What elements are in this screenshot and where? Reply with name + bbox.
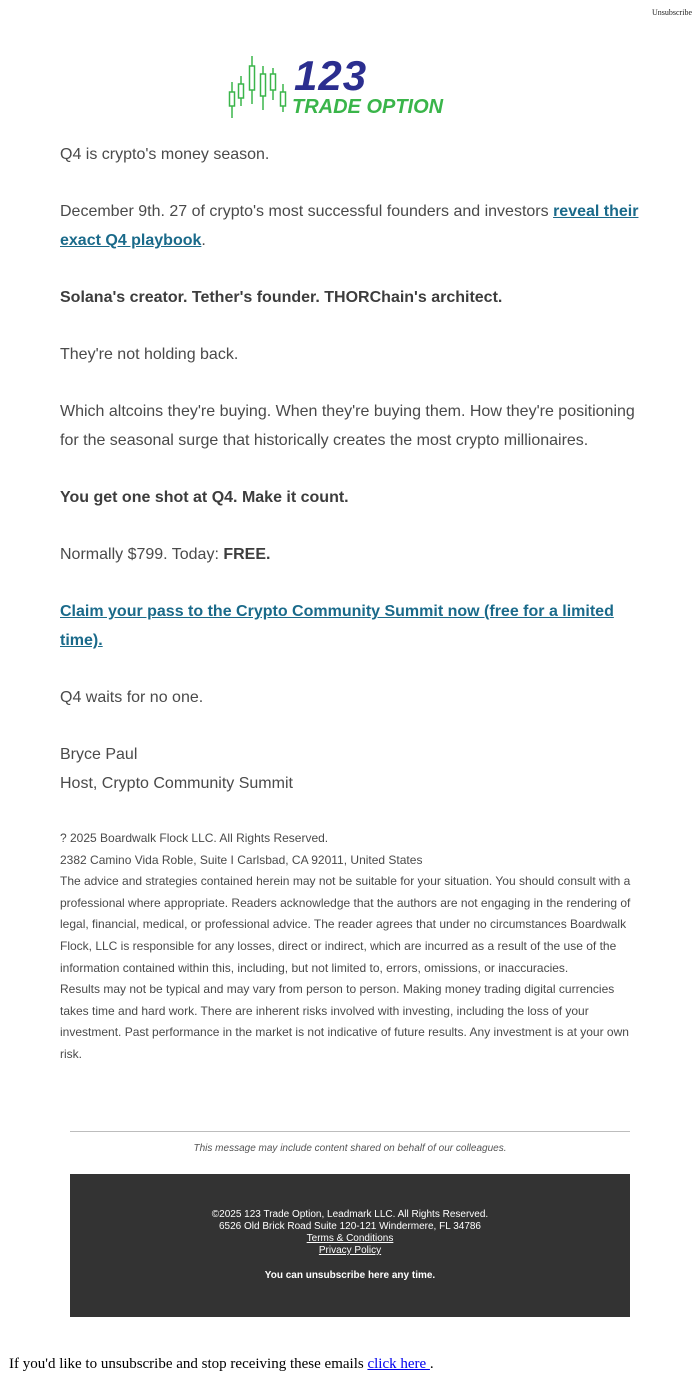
one-shot-paragraph <box>60 483 645 512</box>
legal-disclaimer-results: Results may not be typical and may vary from person to person. Making money trading digital currencies takes time and hard work. There are inherent risks involved with investing, including the loss of your investment. Past performance in the market is not indicative of future results. Any investment is at your own risk. <box>60 982 629 1061</box>
terms-link[interactable]: Terms & Conditions <box>306 1233 394 1244</box>
closing-paragraph: Q4 waits for no one. <box>60 689 204 706</box>
playbook-link[interactable]: reveal their exact Q4 playbook <box>60 203 639 249</box>
legal-disclaimer-advice: The advice and strategies contained herein may not be suitable for your situation. You should consult with a professional where appropriate. Readers acknowledge that the authors are not engaging in the rendering of legal, financial, medical, or professional advice. The reader agrees that under no circumstances Boardwalk Flock, LLC is responsible for any losses, direct or indirect, which are incurred as a result of the use of the information contained within this, including, but not limited to, errors, omissions, or inaccuracies. <box>60 874 631 975</box>
cta-paragraph <box>60 597 645 655</box>
brand-logo <box>226 54 476 124</box>
speakers-paragraph <box>60 283 645 312</box>
event-paragraph <box>60 197 645 255</box>
speakers-text: Solana's creator. Tether's founder. THORChain's architect. <box>60 289 503 306</box>
legal-copyright: ? 2025 Boardwalk Flock LLC. All Rights Reserved. <box>60 831 329 845</box>
privacy-link[interactable]: Privacy Policy <box>318 1245 382 1256</box>
intro-paragraph: Q4 is crypto's money season. <box>60 146 270 163</box>
bottom-period: . <box>429 1356 434 1372</box>
not-holding-back-paragraph: They're not holding back. <box>60 346 239 363</box>
bottom-unsubscribe-text: If you'd like to unsubscribe and stop receiving these emails <box>9 1356 368 1372</box>
click-here-link[interactable]: click here <box>367 1356 430 1372</box>
footer-divider <box>70 1131 630 1132</box>
footer-box <box>70 1174 630 1317</box>
event-text: December 9th. 27 of crypto's most successful founders and investors <box>60 203 554 220</box>
footer-copyright: ©2025 123 Trade Option, Leadmark LLC. All Rights Reserved. <box>211 1209 489 1220</box>
footer-address: 6526 Old Brick Road Suite 120-121 Windermere, FL 34786 <box>219 1221 481 1232</box>
altcoins-paragraph: Which altcoins they're buying. When they're buying them. How they're positioning for the seasonal surge that historically creates the most crypto millionaires. <box>60 403 635 449</box>
signature-name: Bryce Paul <box>60 746 138 763</box>
top-unsubscribe-link[interactable]: Unsubscribe <box>652 8 692 17</box>
colleagues-note: This message may include content shared on behalf of our colleagues. <box>193 1143 507 1154</box>
claim-pass-link[interactable]: Claim your pass to the Crypto Community Summit now (free for a limited time). <box>60 603 614 649</box>
price-text: Normally $799. Today: <box>60 546 224 563</box>
bottom-unsubscribe-line <box>9 1356 434 1373</box>
legal-address: 2382 Camino Vida Roble, Suite I Carlsbad, CA 92011, United States <box>60 852 423 867</box>
logo-name: TRADE OPTION <box>292 96 444 118</box>
signature-title: Host, Crypto Community Summit <box>60 775 293 792</box>
free-label: FREE. <box>223 546 271 563</box>
footer-unsubscribe-link[interactable]: You can unsubscribe here any time. <box>264 1270 436 1281</box>
logo-number: 123 <box>294 52 368 99</box>
email-body <box>60 140 645 1066</box>
event-period: . <box>201 232 206 249</box>
signature <box>60 740 645 798</box>
price-paragraph <box>60 540 645 569</box>
legal-section <box>60 828 640 1066</box>
one-shot-text: You get one shot at Q4. Make it count. <box>60 489 349 506</box>
